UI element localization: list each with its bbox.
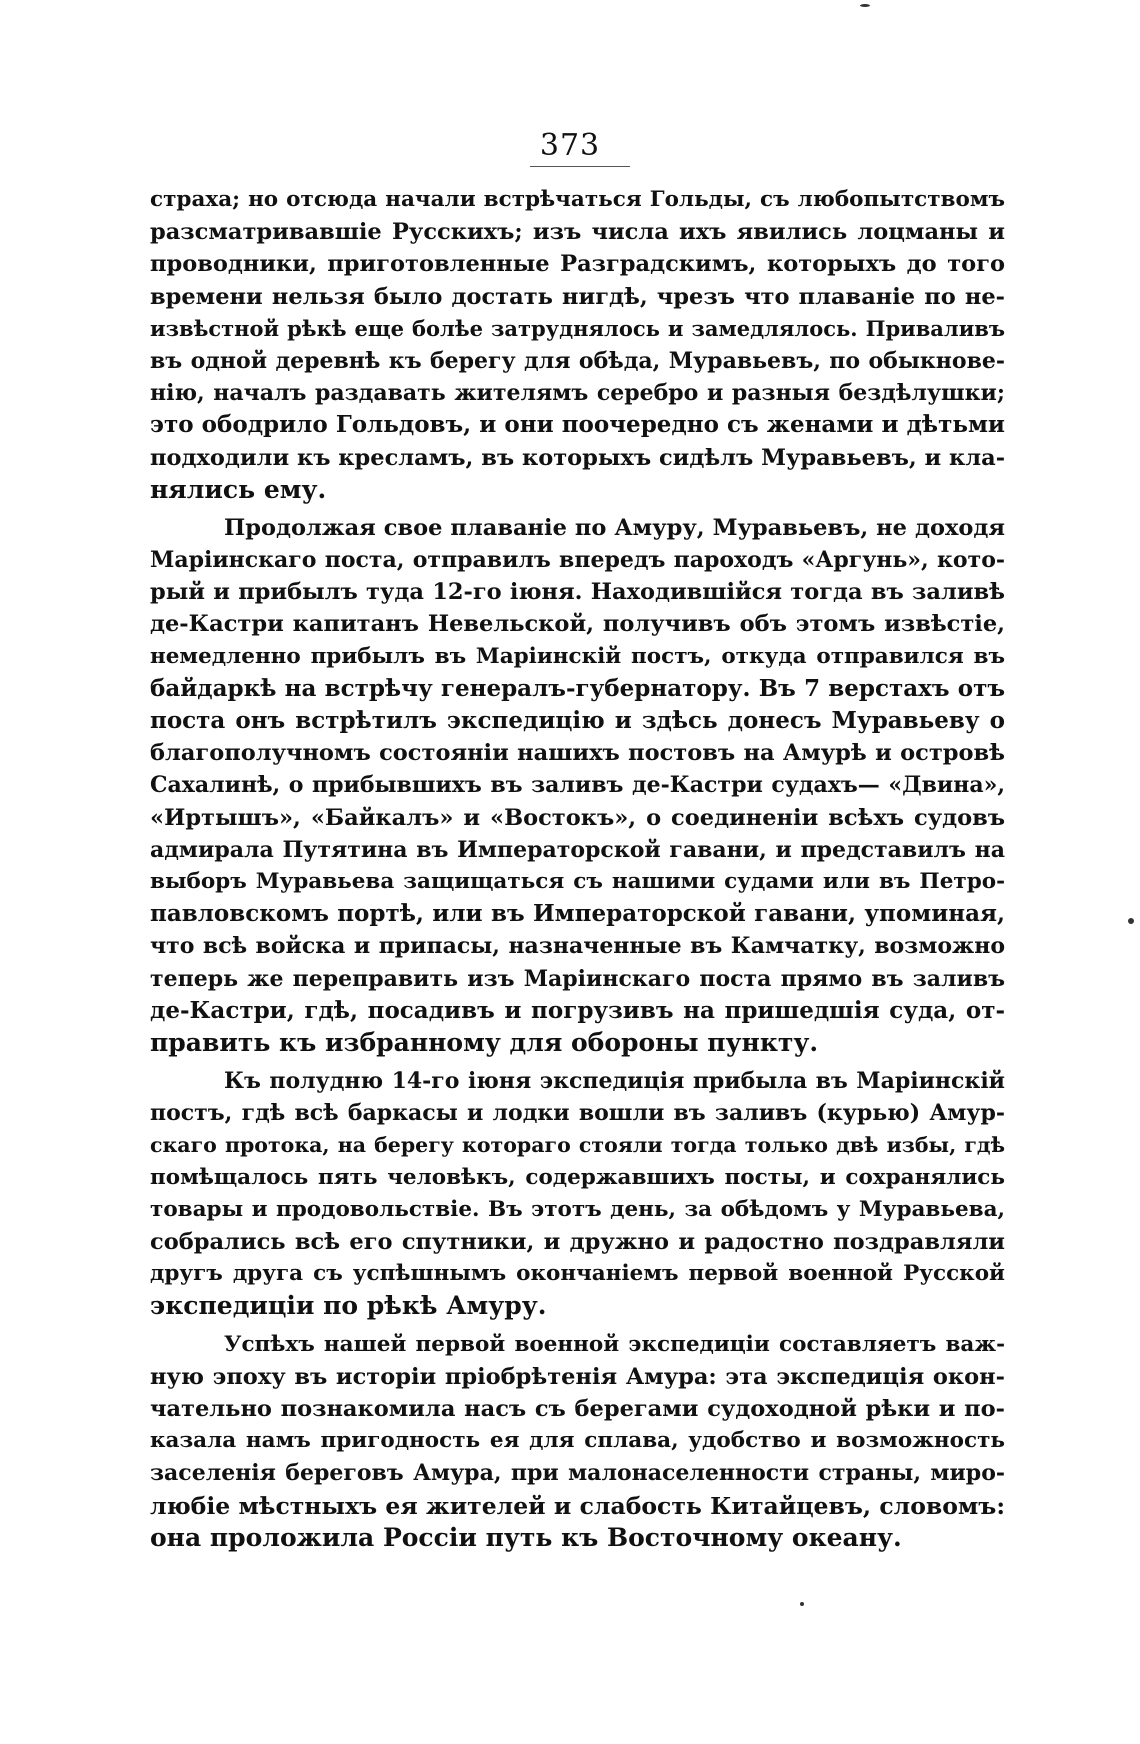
- text-line: любіе мѣстныхъ ея жителей и слабость Китайцевъ, словомъ:: [150, 1491, 1005, 1520]
- scan-speck: [860, 4, 870, 7]
- text-line: казала намъ пригодность ея для сплава, удобство и возможность: [150, 1428, 1005, 1454]
- paragraph-4: [150, 1329, 1005, 1554]
- text-line: выборъ Муравьева защищаться съ нашими судами или въ Петро-: [150, 868, 1005, 894]
- text-line: Маріинскаго поста, отправилъ впередъ пароходъ «Аргунь», кото-: [150, 547, 1005, 574]
- text-line: заселенія береговъ Амура, при малонаселенности страны, миро-: [150, 1460, 1005, 1487]
- text-line: немедленно прибылъ въ Маріинскій постъ, откуда отправился въ: [150, 643, 1005, 669]
- scan-speck: [1128, 918, 1134, 924]
- text-body: [150, 184, 1005, 1554]
- text-line: это ободрило Гольдовъ, и они поочередно съ женами и дѣтьми: [150, 411, 1005, 439]
- text-line: страха; но отсюда начали встрѣчаться Гольды, съ любопытствомъ: [150, 187, 1005, 212]
- text-line: Къ полудню 14-го іюня экспедиція прибыла въ Маріинскій: [224, 1068, 1005, 1095]
- scan-speck: [800, 1602, 804, 1606]
- text-line: «Иртышъ», «Байкалъ» и «Востокъ», о соединеніи всѣхъ судовъ: [150, 804, 1005, 831]
- text-line: товары и продовольствіе. Въ этотъ день, за обѣдомъ у Муравьева,: [150, 1196, 1005, 1222]
- paragraph-1: [150, 184, 1005, 506]
- text-line: править къ избранному для обороны пункту.: [150, 1027, 819, 1057]
- text-line: Сахалинѣ, о прибывшихъ въ заливъ де-Кастри судахъ— «Двина»,: [150, 772, 1005, 799]
- text-line: теперь же переправить изъ Маріинскаго поста прямо въ заливъ: [150, 965, 1005, 992]
- text-line: что всѣ войска и припасы, назначенные въ Камчатку, возможно: [150, 933, 1005, 960]
- text-line: въ одной деревнѣ къ берегу для обѣда, Муравьевъ, по обыкнове-: [150, 347, 1005, 374]
- text-line: байдаркѣ на встрѣчу генералъ-губернатору. Въ 7 верстахъ отъ: [150, 674, 1005, 702]
- text-line: скаго протока, на берегу котораго стояли тогда только двѣ избы, гдѣ: [150, 1133, 1005, 1158]
- page-number: 373: [539, 128, 601, 163]
- text-line: Продолжая свое плаваніе по Амуру, Муравьевъ, не доходя: [224, 514, 1005, 541]
- text-line: поста онъ встрѣтилъ экспедицію и здѣсь донесъ Муравьеву о: [150, 707, 1005, 734]
- text-line: собрались всѣ его спутники, и дружно и радостно поздравляли: [150, 1229, 1005, 1255]
- text-line: другъ друга съ успѣшнымъ окончаніемъ первой военной Русской: [150, 1261, 1005, 1287]
- text-line: помѣщалось пять человѣкъ, содержавшихъ посты, и сохранялись: [150, 1164, 1005, 1190]
- text-line: ную эпоху въ исторіи пріобрѣтенія Амура: эта экспедиція окон-: [150, 1363, 1005, 1390]
- text-line: подходили къ кресламъ, въ которыхъ сидѣлъ Муравьевъ, и кла-: [150, 444, 1005, 471]
- paragraph-2: [150, 512, 1005, 1059]
- text-line: разсматривавшіе Русскихъ; изъ числа ихъ явились лоцманы и: [150, 219, 1005, 246]
- text-line: рый и прибылъ туда 12-го іюня. Находившійся тогда въ заливѣ: [150, 579, 1005, 606]
- text-line: извѣстной рѣкѣ еще болѣе затруднялось и замедлялось. Приваливъ: [150, 315, 1005, 341]
- text-line: де-Кастри капитанъ Невельской, получивъ объ этомъ извѣстіе,: [150, 611, 1005, 638]
- text-line: она проложила Россіи путь къ Восточному океану.: [150, 1522, 902, 1552]
- text-line: экспедиціи по рѣкѣ Амуру.: [150, 1291, 547, 1321]
- text-line: постъ, гдѣ всѣ баркасы и лодки вошли въ заливъ (курью) Амур-: [150, 1100, 1005, 1127]
- text-line: нію, началъ раздавать жителямъ серебро и разныя бездѣлушки;: [150, 380, 1005, 407]
- text-line: благополучномъ состояніи нашихъ постовъ на Амурѣ и островѣ: [150, 740, 1005, 767]
- text-line: времени нельзя было достать нигдѣ, чрезъ что плаваніе по не-: [150, 283, 1005, 310]
- text-line: чательно познакомила насъ съ берегами судоходной рѣки и по-: [150, 1395, 1005, 1422]
- text-line: адмирала Путятина въ Императорской гавани, и представилъ на: [150, 836, 1005, 863]
- text-line: нялись ему.: [150, 474, 327, 504]
- paragraph-3: [150, 1065, 1005, 1323]
- page-number-rule: [530, 166, 630, 167]
- text-line: де-Кастри, гдѣ, посадивъ и погрузивъ на пришедшія суда, от-: [150, 996, 1005, 1024]
- text-line: проводники, приготовленные Разградскимъ, которыхъ до того: [150, 251, 1005, 278]
- text-line: Успѣхъ нашей первой военной экспедиціи составляетъ важ-: [224, 1331, 1005, 1357]
- text-line: павловскомъ портѣ, или въ Императорской гавани, упоминая,: [150, 900, 1005, 928]
